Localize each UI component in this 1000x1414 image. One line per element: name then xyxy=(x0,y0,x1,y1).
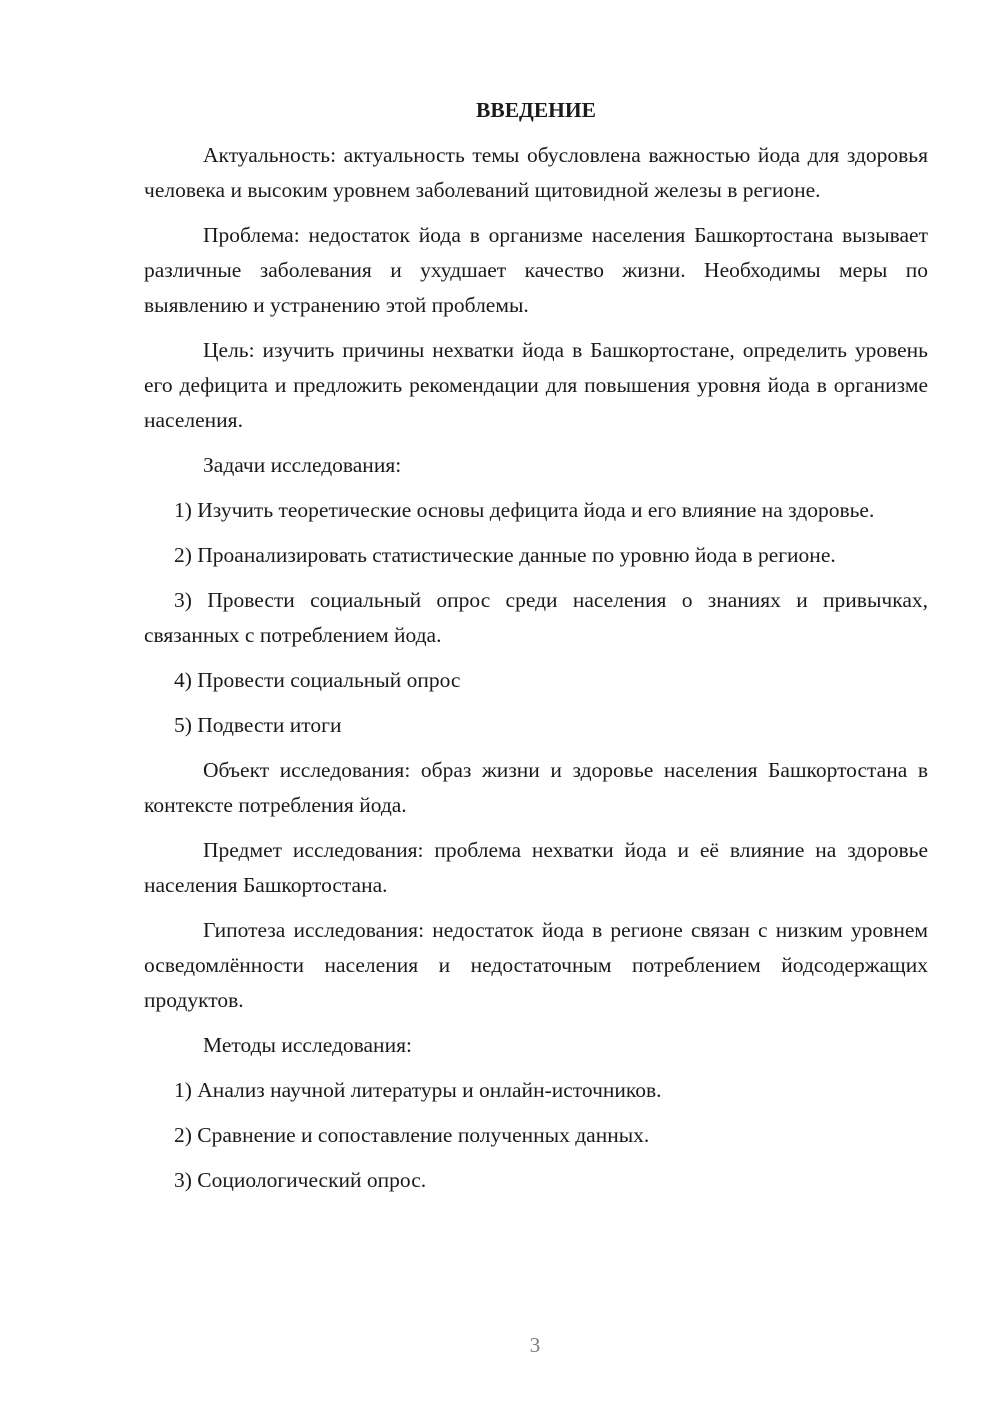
subject-paragraph: Предмет исследования: проблема нехватки йода и её влияние на здоровье населения Башкортостана. xyxy=(144,838,928,897)
goal-paragraph: Цель: изучить причины нехватки йода в Башкортостане, определить уровень его дефицита и предложить рекомендации для повышения уровня йода в организме населения. xyxy=(144,338,928,432)
task-item: 2) Проанализировать статистические данные по уровню йода в регионе. xyxy=(174,543,836,567)
method-item: 2) Сравнение и сопоставление полученных данных. xyxy=(174,1123,650,1147)
page-number: 3 xyxy=(529,1333,541,1357)
task-item: 1) Изучить теоретические основы дефицита йода и его влияние на здоровье. xyxy=(174,498,875,522)
task-item: 4) Провести социальный опрос xyxy=(174,668,461,692)
method-item: 1) Анализ научной литературы и онлайн-источников. xyxy=(174,1078,662,1102)
relevance-paragraph: Актуальность: актуальность темы обусловлена важностью йода для здоровья человека и высоким уровнем заболеваний щитовидной железы в регионе. xyxy=(144,143,928,202)
hypothesis-paragraph: Гипотеза исследования: недостаток йода в регионе связан с низким уровнем осведомлённости населения и недостаточным потреблением йодсодержащих продуктов. xyxy=(144,918,928,1012)
method-item: 3) Социологический опрос. xyxy=(174,1168,427,1192)
document-page xyxy=(144,93,928,1208)
task-item: 3) Провести социальный опрос среди населения о знаниях и привычках, связанных с потреблением йода. xyxy=(144,588,928,647)
task-item: 5) Подвести итоги xyxy=(174,713,342,737)
tasks-heading: Задачи исследования: xyxy=(203,453,402,477)
object-paragraph: Объект исследования: образ жизни и здоровье населения Башкортостана в контексте потребления йода. xyxy=(144,758,928,817)
methods-heading: Методы исследования: xyxy=(203,1033,412,1057)
page-title: ВВЕДЕНИЕ xyxy=(476,98,596,122)
problem-paragraph: Проблема: недостаток йода в организме населения Башкортостана вызывает различные заболевания и ухудшает качество жизни. Необходимы меры по выявлению и устранению этой проблемы. xyxy=(144,223,928,317)
